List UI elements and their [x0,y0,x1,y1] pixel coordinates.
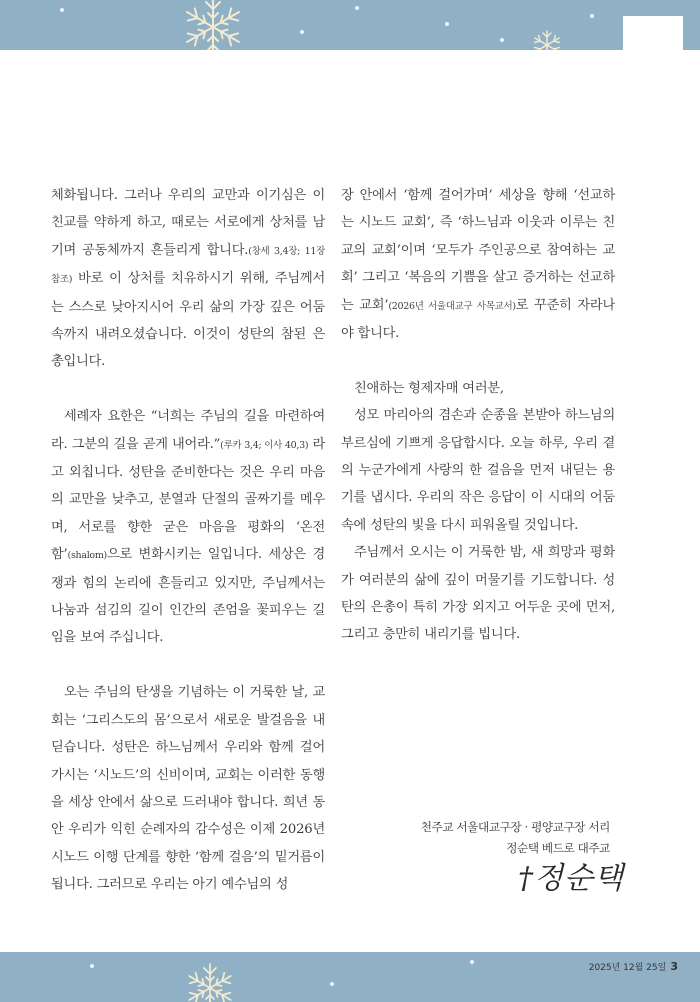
text-column-right [341,182,615,649]
snowflake-icon [530,28,564,50]
snow-dot [60,8,64,12]
source-reference: (2026년 서울대교구 사목교서) [388,300,516,312]
page-footer [589,960,678,973]
paragraph: 주님께서 오시는 이 거룩한 밤, 새 희망과 평화가 여러분의 삶에 깊이 머물기를 기도합니다. 성탄의 은총이 특히 가장 외지고 어두운 곳에 먼저, 그리고 충만히 내리기를 빕니다. [341,545,615,643]
paragraph: 세례자 요한은 “너희는 주님의 길을 마련하여라. 그분의 길을 곧게 내어라.”(루카 3,4; 이사 40,3) 라고 외칩니다. 성탄을 준비한다는 것은 우리 마음의 교만을 낮추고, 분열과 단절의 골짜기를 메우며, 서로를 향한 굳은 마음을 평화의 ‘온전함’(shalom)으로 변화시키는 일입니다. 세상은 경쟁과 힘의 논리에 흔들리고 있지만, 주님께서는 나눔과 섬김의 길이 인간의 존엄을 꽃피우는 길임을 보여 주십니다. [51,409,325,646]
author-name: 정순택 베드로 대주교 [506,841,610,855]
author-title: 천주교 서울대교구장 · 평양교구장 서리 [420,820,610,834]
paragraph: 오는 주님의 탄생을 기념하는 이 거룩한 날, 교회는 ‘그리스도의 몸’으로서 새로운 발걸음을 내딛습니다. 성탄은 하느님께서 우리와 함께 걸어가시는 ‘시노드’의 신비이며, 교회는 이러한 동행을 세상 안에서 삶으로 드러내야 합니다. 희년 동안 우리가 익힌 순례자의 감수성은 이제 2026년 시노드 이행 단계를 향한 ‘함께 걸음’의 밑거름이 됩니다. 그러므로 우리는 아기 예수님의 성 [51,685,325,893]
snow-dot [300,30,304,34]
snowflake-icon [182,960,238,1002]
paragraph: 장 안에서 ‘함께 걸어가며’ 세상을 향해 ‘선교하는 시노드 교회’, 즉 ‘하느님과 이웃과 이루는 친교의 교회’이며 ‘모두가 주인공으로 참여하는 교회’ 그리고 ‘복음의 기쁨을 살고 증거하는 선교하는 교회’(2026년 서울대교구 사목교서)로 꾸준히 자라나야 합니다. [341,188,615,342]
publication-date: 2025년 12월 25일 [588,963,667,973]
greeting: 친애하는 형제자매 여러분, [354,380,504,396]
snow-dot [500,38,504,42]
handwritten-signature: †정순택 [518,861,624,896]
snow-dot [590,14,594,18]
text-column-left [51,182,325,899]
paragraph: 체화됩니다. 그러나 우리의 교만과 이기심은 이 친교를 약하게 하고, 때로는 서로에게 상처를 남기며 공동체까지 흔들리게 합니다.(창세 3,4장; 11장 참조) 바로 이 상처를 치유하시기 위해, 주님께서는 스스로 낮아지시어 우리 삶의 가장 깊은 어둠 속까지 내려오셨습니다. 이것이 성탄의 참된 은총입니다. [51,188,325,370]
snow-dot [355,6,359,10]
snowflake-icon [178,0,248,50]
page-number: 3 [670,960,678,973]
paragraph: 성모 마리아의 겸손과 순종을 본받아 하느님의 부르심에 기쁘게 응답합시다. 오늘 하루, 우리 곁의 누군가에게 사랑의 한 걸음을 먼저 내딛는 용기를 냅시다. 우리의 작은 응답이 이 시대의 어둠 속에 성탄의 빛을 다시 피워올릴 것입니다. [341,408,615,533]
snow-dot [445,22,449,26]
scripture-reference: (창세 3,4장; 11장 참조) [51,245,325,286]
snow-dot [330,982,334,986]
corner-blank [623,16,683,76]
scripture-reference: (루카 3,4; 이사 40,3) [220,439,309,451]
snow-dot [90,964,94,968]
snow-dot [470,960,474,964]
term-reference: (shalom) [67,550,107,562]
header-band [0,0,700,50]
